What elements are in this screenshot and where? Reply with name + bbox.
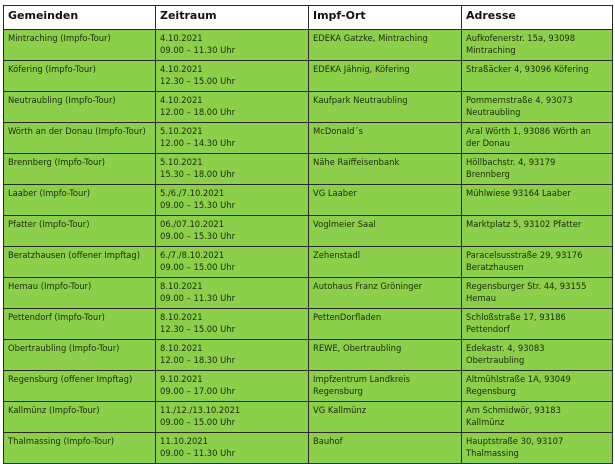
location-text: Autohaus Franz Gröninger: [313, 281, 423, 291]
date-text: 6./7./8.10.2021: [160, 250, 225, 260]
adresse-cell: [462, 216, 613, 247]
location-text: McDonald´s: [313, 126, 364, 136]
table-row: [4, 340, 613, 371]
adresse-cell: [462, 61, 613, 92]
zeitraum-cell: [156, 340, 309, 371]
table-row: [4, 371, 613, 402]
location-text: Bauhof: [313, 436, 343, 446]
table-row: [4, 61, 613, 92]
impf-ort-cell: [309, 123, 462, 154]
date-text: 4.10.2021: [160, 64, 203, 74]
gemeinde-text: Brennberg (Impfo-Tour): [8, 157, 106, 167]
gemeinde-cell: [4, 402, 156, 433]
address-line: Brennberg: [466, 169, 510, 179]
adresse-cell: [462, 123, 613, 154]
time-text: 09.00 – 11.30 Uhr: [160, 293, 236, 303]
address-line: Thalmassing: [466, 448, 519, 458]
zeitraum-cell: [156, 433, 309, 464]
gemeinde-text: Hemau (Impfo-Tour): [8, 281, 92, 291]
zeitraum-cell: [156, 154, 309, 185]
address-line: Marktplatz 5, 93102 Pfatter: [466, 219, 582, 229]
time-text: 12.00 – 18.00 Uhr: [160, 107, 236, 117]
table-row: [4, 123, 613, 154]
gemeinde-cell: [4, 185, 156, 216]
location-text: PettenDorfladen: [313, 312, 382, 322]
address-line: Hauptstraße 30, 93107: [466, 436, 564, 446]
date-text: 5./6./7.10.2021: [160, 188, 225, 198]
adresse-cell: [462, 402, 613, 433]
location-text: Voglmeier Saal: [313, 219, 376, 229]
impf-ort-cell: [309, 371, 462, 402]
impf-ort-cell: [309, 433, 462, 464]
gemeinde-text: Kallmünz (Impfo-Tour): [8, 405, 100, 415]
gemeinde-cell: [4, 123, 156, 154]
time-text: 09.00 – 15.30 Uhr: [160, 231, 236, 241]
impf-ort-cell: [309, 61, 462, 92]
address-line: Schloßstraße 17, 93186: [466, 312, 566, 322]
date-text: 4.10.2021: [160, 33, 203, 43]
header-impf-ort: Impf-Ort: [309, 6, 462, 30]
address-line: Mühlwiese 93164 Laaber: [466, 188, 571, 198]
time-text: 15.30 – 18.00 Uhr: [160, 169, 236, 179]
zeitraum-cell: [156, 30, 309, 61]
gemeinde-cell: [4, 30, 156, 61]
zeitraum-cell: [156, 123, 309, 154]
gemeinde-cell: [4, 216, 156, 247]
time-text: 09.00 – 11.30 Uhr: [160, 45, 236, 55]
date-text: 11./12./13.10.2021: [160, 405, 241, 415]
adresse-cell: [462, 247, 613, 278]
time-text: 12.30 – 15.00 Uhr: [160, 76, 236, 86]
adresse-cell: [462, 433, 613, 464]
date-text: 8.10.2021: [160, 343, 203, 353]
table-row: [4, 92, 613, 123]
table-row: [4, 154, 613, 185]
adresse-cell: [462, 371, 613, 402]
address-line: Aufkofenerstr. 15a, 93098: [466, 33, 576, 43]
gemeinde-cell: [4, 247, 156, 278]
gemeinde-text: Köfering (Impfo-Tour): [8, 64, 96, 74]
address-line: Mintraching: [466, 45, 516, 55]
gemeinde-text: Neutraubling (Impfo-Tour): [8, 95, 116, 105]
address-line: Höllbachstr. 4, 93179: [466, 157, 556, 167]
adresse-cell: [462, 309, 613, 340]
address-line: Regensburg: [466, 386, 516, 396]
impf-ort-cell: [309, 309, 462, 340]
impf-ort-cell: [309, 154, 462, 185]
gemeinde-text: Wörth an der Donau (Impfo-Tour): [8, 126, 146, 136]
gemeinde-cell: [4, 433, 156, 464]
gemeinde-text: Pfatter (Impfo-Tour): [8, 219, 90, 229]
date-text: 9.10.2021: [160, 374, 203, 384]
zeitraum-cell: [156, 61, 309, 92]
address-line: Obertraubling: [466, 355, 525, 365]
address-line: Beratzhausen: [466, 262, 524, 272]
zeitraum-cell: [156, 216, 309, 247]
address-line: Aral Wörth 1, 93086 Wörth an: [466, 126, 591, 136]
location-text: Impfzentrum Landkreis Regensburg: [313, 374, 410, 396]
time-text: 09.00 – 11.30 Uhr: [160, 448, 236, 458]
address-line: Kallmünz: [466, 417, 505, 427]
location-text: REWE, Obertraubling: [313, 343, 402, 353]
location-text: VG Kallmünz: [313, 405, 367, 415]
impf-ort-cell: [309, 402, 462, 433]
impf-ort-cell: [309, 247, 462, 278]
location-text: VG Laaber: [313, 188, 357, 198]
impf-ort-cell: [309, 92, 462, 123]
impf-ort-cell: [309, 216, 462, 247]
address-line: Edekastr. 4, 93083: [466, 343, 545, 353]
impf-ort-cell: [309, 185, 462, 216]
zeitraum-cell: [156, 309, 309, 340]
zeitraum-cell: [156, 185, 309, 216]
zeitraum-cell: [156, 247, 309, 278]
zeitraum-cell: [156, 278, 309, 309]
gemeinde-cell: [4, 154, 156, 185]
date-text: 11.10.2021: [160, 436, 208, 446]
table-row: [4, 185, 613, 216]
gemeinde-text: Obertraubling (Impfo-Tour): [8, 343, 120, 353]
gemeinde-text: Beratzhausen (offener Impftag): [8, 250, 141, 260]
gemeinde-cell: [4, 309, 156, 340]
table-body: [4, 30, 613, 464]
gemeinde-text: Laaber (Impfo-Tour): [8, 188, 91, 198]
zeitraum-cell: [156, 371, 309, 402]
date-text: 8.10.2021: [160, 281, 203, 291]
location-text: Kaufpark Neutraubling: [313, 95, 408, 105]
zeitraum-cell: [156, 92, 309, 123]
header-zeitraum: Zeitraum: [156, 6, 309, 30]
time-text: 12.30 – 15.00 Uhr: [160, 324, 236, 334]
address-line: Pommernstraße 4, 93073: [466, 95, 573, 105]
impf-ort-cell: [309, 30, 462, 61]
time-text: 09.00 – 15.00 Uhr: [160, 417, 236, 427]
date-text: 8.10.2021: [160, 312, 203, 322]
address-line: Paracelsusstraße 29, 93176: [466, 250, 583, 260]
time-text: 09.00 – 17.00 Uhr: [160, 386, 236, 396]
zeitraum-cell: [156, 402, 309, 433]
address-line: Am Schmidwör, 93183: [466, 405, 561, 415]
address-line: Hemau: [466, 293, 497, 303]
header-adresse: Adresse: [462, 6, 613, 30]
gemeinde-cell: [4, 371, 156, 402]
address-line: Altmühlstraße 1A, 93049: [466, 374, 571, 384]
header-gemeinden: Gemeinden: [4, 6, 156, 30]
header-row: [4, 6, 613, 30]
gemeinde-cell: [4, 340, 156, 371]
address-line: der Donau: [466, 138, 510, 148]
adresse-cell: [462, 278, 613, 309]
address-line: Straßäcker 4, 93096 Köfering: [466, 64, 589, 74]
time-text: 12.00 – 18.30 Uhr: [160, 355, 236, 365]
gemeinde-cell: [4, 61, 156, 92]
gemeinde-text: Pettendorf (Impfo-Tour): [8, 312, 105, 322]
date-text: 06./07.10.2021: [160, 219, 225, 229]
vaccination-schedule-table: [3, 5, 613, 464]
address-line: Regensburger Str. 44, 93155: [466, 281, 587, 291]
time-text: 12.00 – 14.30 Uhr: [160, 138, 236, 148]
date-text: 5.10.2021: [160, 126, 203, 136]
table-row: [4, 309, 613, 340]
address-line: Neutraubling: [466, 107, 521, 117]
gemeinde-cell: [4, 92, 156, 123]
table-row: [4, 402, 613, 433]
impf-ort-cell: [309, 340, 462, 371]
gemeinde-text: Regensburg (offener Impftag): [8, 374, 133, 384]
adresse-cell: [462, 30, 613, 61]
location-text: Zehenstadl: [313, 250, 361, 260]
table-row: [4, 278, 613, 309]
gemeinde-cell: [4, 278, 156, 309]
location-text: EDEKA Jähnig, Köfering: [313, 64, 410, 74]
time-text: 09.00 – 15.00 Uhr: [160, 262, 236, 272]
gemeinde-text: Thalmassing (Impfo-Tour): [8, 436, 115, 446]
date-text: 4.10.2021: [160, 95, 203, 105]
adresse-cell: [462, 340, 613, 371]
location-text: Nähe Raiffeisenbank: [313, 157, 400, 167]
date-text: 5.10.2021: [160, 157, 203, 167]
address-line: Pettendorf: [466, 324, 510, 334]
gemeinde-text: Mintraching (Impfo-Tour): [8, 33, 111, 43]
adresse-cell: [462, 92, 613, 123]
table-row: [4, 433, 613, 464]
table-row: [4, 216, 613, 247]
adresse-cell: [462, 154, 613, 185]
adresse-cell: [462, 185, 613, 216]
location-text: EDEKA Gatzke, Mintraching: [313, 33, 428, 43]
table-row: [4, 247, 613, 278]
time-text: 09.00 – 15.30 Uhr: [160, 200, 236, 210]
impf-ort-cell: [309, 278, 462, 309]
table-row: [4, 30, 613, 61]
